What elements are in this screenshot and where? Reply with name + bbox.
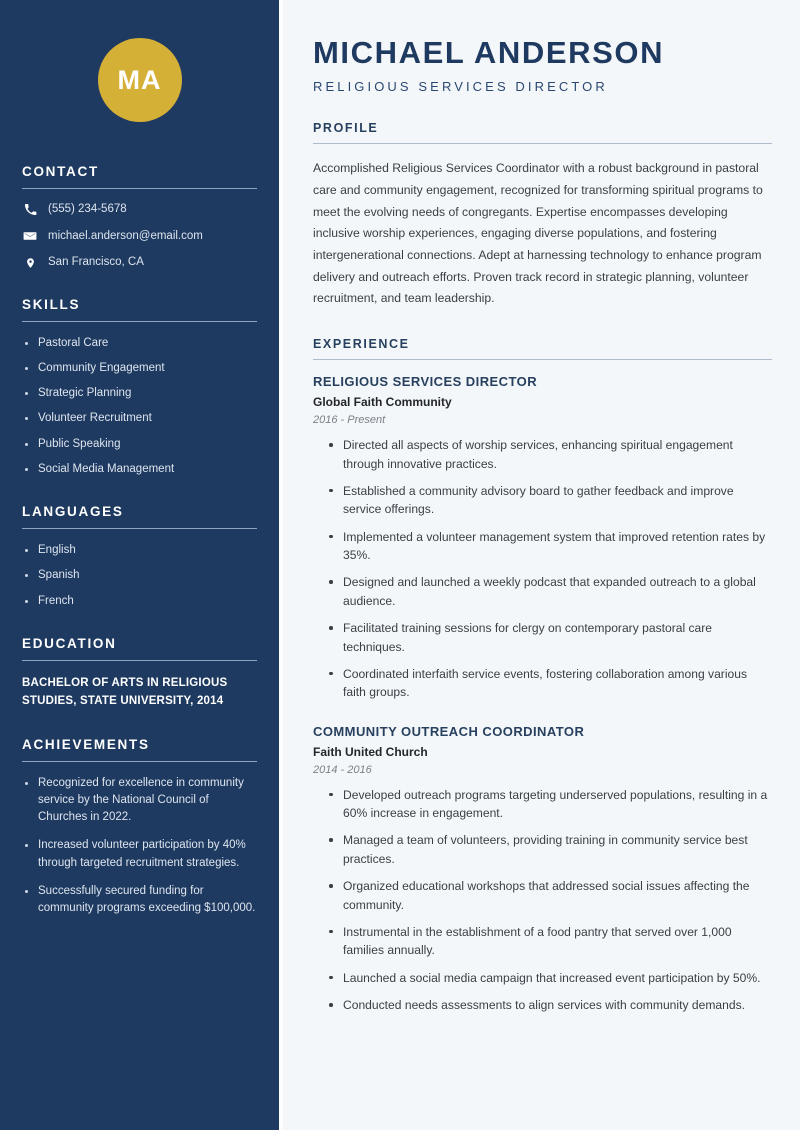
- experience-entry: [313, 374, 772, 702]
- languages-heading: LANGUAGES: [22, 504, 124, 520]
- list-item: Organized educational workshops that addressed social issues affecting the community.: [327, 877, 772, 914]
- page-title: MICHAEL ANDERSON: [313, 35, 665, 70]
- profile-heading: PROFILE: [313, 121, 379, 136]
- location-pin-icon: [22, 256, 38, 270]
- experience-bullet-list: [313, 786, 772, 1015]
- skills-heading: SKILLS: [22, 296, 81, 312]
- contact-email-row[interactable]: [22, 229, 257, 245]
- languages-list: [22, 542, 257, 610]
- list-item: English: [22, 542, 257, 559]
- experience-job-title: RELIGIOUS SERVICES DIRECTOR: [313, 374, 538, 390]
- education-heading: EDUCATION: [22, 635, 117, 651]
- list-item: Social Media Management: [22, 461, 257, 478]
- experience-dates: 2016 - Present: [313, 414, 386, 427]
- contact-phone-row[interactable]: [22, 202, 257, 218]
- education-section: [22, 636, 257, 711]
- contact-heading: CONTACT: [22, 164, 99, 179]
- skills-list: [22, 335, 257, 479]
- avatar-container: [22, 0, 257, 164]
- languages-section: [22, 504, 257, 610]
- profile-divider: [313, 143, 772, 144]
- list-item: Instrumental in the establishment of a food pantry that served over 1,000 families annually.: [327, 923, 772, 960]
- achievements-list: [22, 775, 257, 918]
- contact-location-row[interactable]: [22, 255, 257, 271]
- list-item: Successfully secured funding for community programs exceeding $100,000.: [22, 883, 257, 918]
- experience-job-title: COMMUNITY OUTREACH COORDINATOR: [313, 723, 585, 739]
- experience-section: [313, 337, 772, 1014]
- list-item: Conducted needs assessments to align services with community demands.: [327, 996, 772, 1014]
- email-icon: [22, 229, 38, 243]
- achievements-heading: ACHIEVEMENTS: [22, 736, 150, 752]
- skills-section: [22, 297, 257, 479]
- phone-icon: [22, 203, 38, 217]
- list-item: Strategic Planning: [22, 385, 257, 402]
- list-item: Spanish: [22, 567, 257, 584]
- list-item: Volunteer Recruitment: [22, 410, 257, 427]
- list-item: Recognized for excellence in community service by the National Council of Churches in 2022.: [22, 775, 257, 827]
- experience-company: Global Faith Community: [313, 395, 452, 410]
- experience-bullet-list: [313, 436, 772, 702]
- list-item: Established a community advisory board to gather feedback and improve service offerings.: [327, 482, 772, 519]
- list-item: Pastoral Care: [22, 335, 257, 352]
- languages-divider: [22, 528, 257, 529]
- experience-divider: [313, 359, 772, 360]
- list-item: Developed outreach programs targeting underserved populations, resulting in a 60% increase in engagement.: [327, 786, 772, 823]
- achievements-divider: [22, 761, 257, 762]
- list-item: Increased volunteer participation by 40% through targeted recruitment strategies.: [22, 837, 257, 872]
- list-item: Designed and launched a weekly podcast that expanded outreach to a global audience.: [327, 573, 772, 610]
- job-role-subtitle: RELIGIOUS SERVICES DIRECTOR: [313, 79, 608, 95]
- list-item: Facilitated training sessions for clergy on contemporary pastoral care techniques.: [327, 619, 772, 656]
- experience-heading: EXPERIENCE: [313, 337, 410, 352]
- experience-company: Faith United Church: [313, 744, 428, 759]
- list-item: Community Engagement: [22, 360, 257, 377]
- skills-divider: [22, 321, 257, 322]
- list-item: Public Speaking: [22, 436, 257, 453]
- contact-location-value: San Francisco, CA: [48, 256, 144, 269]
- experience-entry: [313, 724, 772, 1015]
- experience-dates: 2014 - 2016: [313, 763, 372, 776]
- education-divider: [22, 660, 257, 661]
- list-item: Implemented a volunteer management system that improved retention rates by 35%.: [327, 528, 772, 565]
- contact-email-value: michael.anderson@email.com: [48, 229, 203, 242]
- list-item: Coordinated interfaith service events, fostering collaboration among various faith groups.: [327, 665, 772, 702]
- list-item: French: [22, 593, 257, 610]
- contact-phone-value: (555) 234-5678: [48, 203, 127, 215]
- profile-section: [313, 121, 772, 310]
- list-item: Managed a team of volunteers, providing training in community service best practices.: [327, 831, 772, 868]
- achievements-section: [22, 737, 257, 918]
- main-content: [279, 0, 800, 1130]
- profile-text: Accomplished Religious Services Coordinator with a robust background in pastoral care and community engagement, recognized for transforming spiritual programs to meet the evolving needs of congregants. Expertise encompasses developing inclusive worship experiences, engaging diverse populations, and fostering intergenerational connections. Adept at harnessing technology to enhance program delivery and outreach efforts. Proven track record in strategic planning, volunteer recruitment, and team leadership.: [313, 161, 763, 306]
- contact-section: [22, 164, 257, 271]
- avatar-initials: MA: [98, 38, 182, 122]
- list-item: Directed all aspects of worship services, enhancing spiritual engagement through innovative practices.: [327, 436, 772, 473]
- education-degree: BACHELOR OF ARTS IN RELIGIOUS STUDIES, STATE UNIVERSITY, 2014: [22, 676, 228, 708]
- list-item: Launched a social media campaign that increased event participation by 50%.: [327, 969, 772, 987]
- sidebar: [0, 0, 279, 1130]
- contact-divider: [22, 188, 257, 189]
